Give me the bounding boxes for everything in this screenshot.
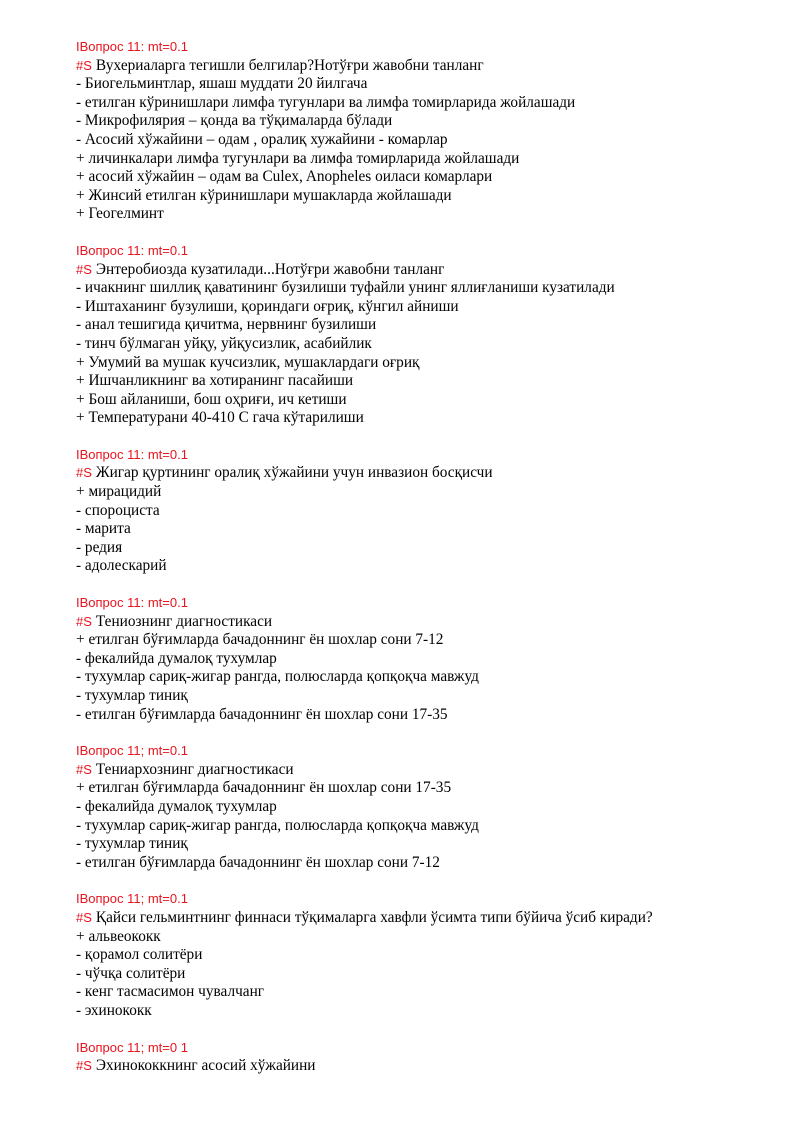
question-block: [76, 446, 776, 576]
question-text: Тениознинг диагностикаси: [95, 612, 273, 630]
answer-option: - Иштаханинг бузулиши, қориндаги оғриқ, кўнгил айниши: [76, 297, 459, 315]
answer-option: - Асосий хўжайини – одам , оралиқ хужайини - комарлар: [76, 130, 448, 148]
answer-option: - редия: [76, 538, 123, 556]
answer-option: - тухумлар сариқ-жигар рангда, полюсларда қопқоқча мавжуд: [76, 668, 479, 686]
answer-option: - кенг тасмасимон чувалчанг: [76, 983, 265, 1001]
question-header: IВопрос 11: mt=0.1: [76, 39, 188, 54]
answer-option: - қорамол солитёри: [76, 946, 203, 964]
answer-option: - Микрофилярия – қонда ва тўқималарда бўлади: [76, 112, 393, 130]
question-text: Энтеробиозда кузатилади...Нотўғри жавобни танланг: [95, 260, 445, 278]
answer-option: - тухумлар сариқ-жигар рангда, полюсларда қопқоқча мавжуд: [76, 816, 479, 834]
question-header: IВопрос 11: mt=0.1: [76, 446, 188, 462]
question-block: [76, 38, 776, 224]
answer-option: + альвеококк: [76, 927, 161, 945]
question-line: [76, 613, 776, 632]
answer-option: - тинч бўлмаган уйқу, уйқусизлик, асабийлик: [76, 334, 372, 352]
question-block: [76, 594, 776, 724]
answer-option: - Биогельминтлар, яшаш муддати 20 йилгача: [76, 75, 368, 93]
question-header: IВопрос 11; mt=0.1: [76, 891, 188, 907]
answer-option: + Умумий ва мушак кучсизлик, мушаклардаги оғриқ: [76, 353, 420, 371]
question-header: IВопрос 11; mt=0.1: [76, 743, 188, 759]
question-line: [76, 464, 776, 483]
question-header: IВопрос 11; mt=0 1: [76, 1039, 188, 1055]
question-line: [76, 261, 776, 280]
question-text: Тениархознинг диагностикаси: [95, 760, 294, 778]
answer-option: - ичакнинг шиллиқ қаватининг бузилиши туфайли унинг яллиғланиши кузатилади: [76, 279, 615, 297]
question-marker: #S: [76, 465, 92, 481]
question-marker: #S: [76, 57, 92, 73]
answer-option: + Ишчанликнинг ва хотиранинг пасайиши: [76, 372, 354, 390]
answer-option: - фекалийда думалоқ тухумлар: [76, 649, 277, 667]
answer-option: + Температурани 40-410 С гача кўтарилиши: [76, 409, 364, 427]
answer-option: + мирацидий: [76, 483, 162, 501]
question-block: [76, 742, 776, 872]
answer-option: - чўчқа солитёри: [76, 964, 186, 982]
question-marker: #S: [76, 1058, 92, 1074]
answer-option: - марита: [76, 520, 131, 538]
answer-option: + етилган бўғимларда бачадоннинг ён шохлар сони 17-35: [76, 779, 452, 797]
answer-option: - спороциста: [76, 501, 160, 519]
question-line: [76, 57, 776, 76]
answer-option: - етилган бўғимларда бачадоннинг ён шохлар сони 7-12: [76, 853, 440, 871]
question-text: Жигар қуртининг оралиқ хўжайини учун инвазион босқисчи: [95, 464, 493, 482]
answer-option: - фекалийда думалоқ тухумлар: [76, 797, 277, 815]
answer-option: + Геогелминт: [76, 205, 164, 223]
answer-option: + Бош айланиши, бош оҳриғи, ич кетиши: [76, 390, 347, 408]
question-marker: #S: [76, 761, 92, 777]
answer-option: - тухумлар тиниқ: [76, 835, 188, 853]
question-block: [76, 242, 776, 428]
question-marker: #S: [76, 613, 92, 629]
answer-option: - эхинококк: [76, 1001, 152, 1019]
question-line: [76, 909, 776, 928]
question-text: Вухериаларга тегишли белгилар?Нотўғри жавобни танланг: [95, 56, 484, 74]
question-text: Эхинококкнинг асосий хўжайини: [95, 1057, 316, 1075]
question-header: IВопрос 11: mt=0.1: [76, 595, 188, 611]
answer-option: - адолескарий: [76, 557, 167, 575]
question-line: [76, 761, 776, 780]
answer-option: - тухумлар тиниқ: [76, 687, 188, 704]
question-block: [76, 890, 776, 1020]
answer-option: - етилган кўринишлари лимфа тугунлари ва лимфа томирларида жойлашади: [76, 93, 576, 111]
question-marker: #S: [76, 909, 92, 925]
answer-option: + личинкалари лимфа тугунлари ва лимфа томирларида жойлашади: [76, 149, 520, 167]
question-marker: #S: [76, 261, 92, 277]
question-list: [76, 38, 776, 1094]
answer-option: - етилган бўғимларда бачадоннинг ён шохлар сони 17-35: [76, 705, 448, 723]
question-line: [76, 1057, 776, 1076]
answer-option: + асосий хўжайин – одам ва Culex, Anopheles оиласи комарлари: [76, 168, 493, 186]
question-block: [76, 1039, 776, 1076]
answer-option: + етилган бўғимларда бачадоннинг ён шохлар сони 7-12: [76, 631, 444, 649]
answer-option: + Жинсий етилган кўринишлари мушакларда жойлашади: [76, 186, 452, 204]
answer-option: - анал тешигида қичитма, нервнинг бузилиши: [76, 316, 377, 334]
question-header: IВопрос 11: mt=0.1: [76, 242, 188, 258]
question-text: Қайси гельминтнинг финнаси тўқималарга хавфли ўсимта типи бўйича ўсиб киради?: [95, 908, 653, 926]
